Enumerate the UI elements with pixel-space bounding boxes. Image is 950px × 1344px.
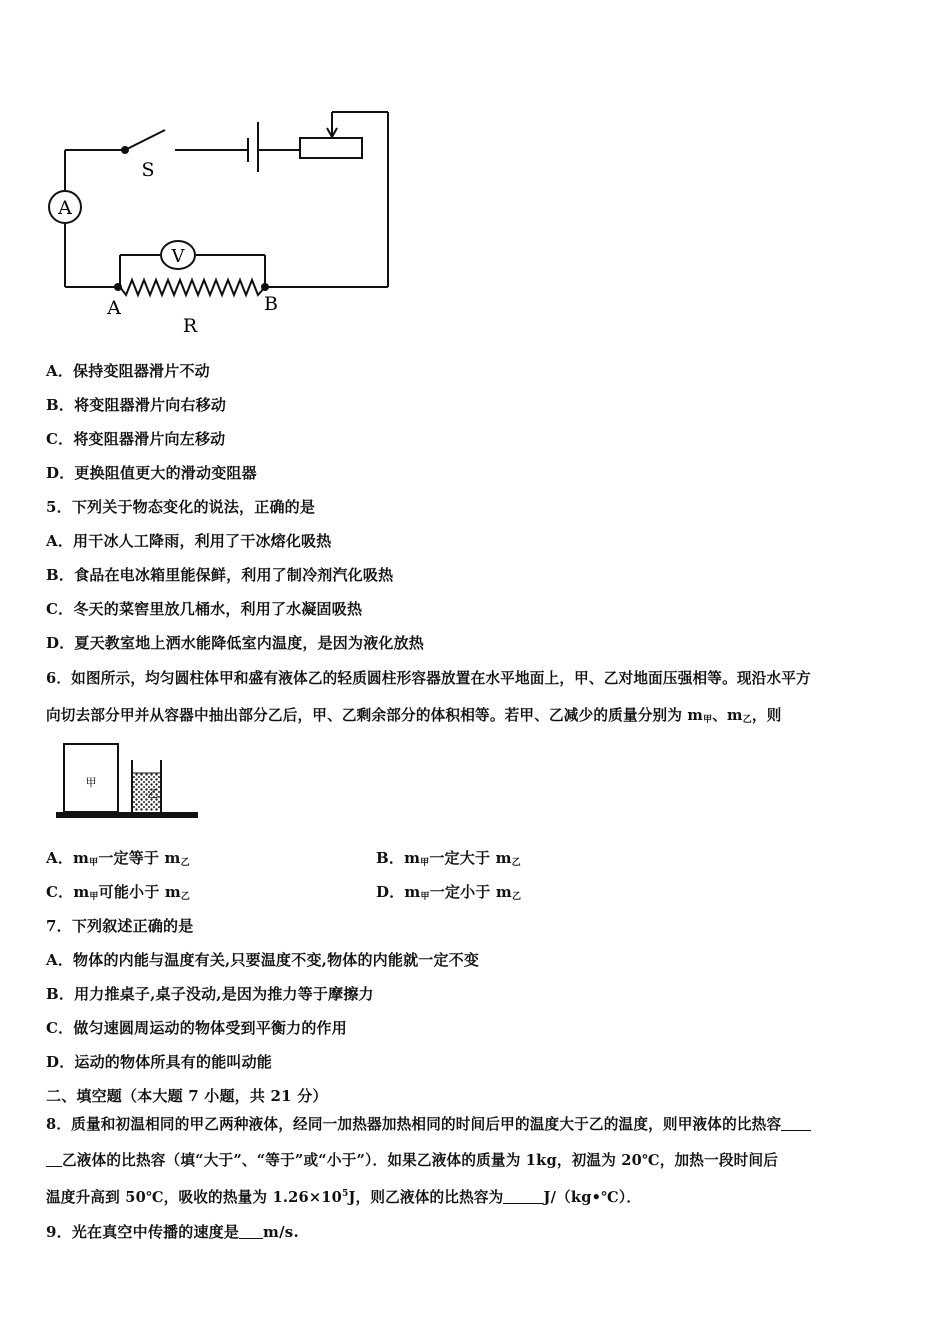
q4-option-d: D．更换阻值更大的滑动变阻器 (46, 464, 257, 482)
ammeter-label: A (58, 197, 72, 219)
q5-option-c: C．冬天的菜窖里放几桶水，利用了水凝固吸热 (46, 600, 363, 618)
q6-option-c: C．$m_甲$可能小于 $m_乙$ (46, 883, 191, 902)
q7-option-d: D．运动的物体所具有的能叫动能 (46, 1053, 273, 1071)
q6-stem-line2: 向切去部分甲并从容器中抽出部分乙后，甲、乙剩余部分的体积相等。若甲、乙减少的质量分别为 $m_甲$、$m_乙$，则 (46, 707, 782, 725)
q6-option-d: D．$m_甲$一定小于 $m_乙$ (376, 883, 522, 902)
q7-option-b: B．用力推桌子,桌子没动,是因为推力等于摩擦力 (46, 985, 374, 1003)
q8-line1: 8．质量和初温相同的甲乙两种液体，经同一加热器加热相同的时间后甲的温度大于乙的温度，则甲液体的比热容 (46, 1113, 811, 1134)
q5-option-d: D．夏天教室地上洒水能降低室内温度，是因为液化放热 (46, 634, 425, 652)
section-2-heading: 二、填空题（本大题 7 小题，共 21 分） (46, 1087, 328, 1105)
q6-option-a: A．$m_甲$一定等于 $m_乙$ (46, 849, 190, 868)
q7-option-a: A．物体的内能与温度有关,只要温度不变,物体的内能就一定不变 (46, 951, 480, 969)
fig-yi-label: 乙 (147, 787, 159, 800)
q7-stem: 7．下列叙述正确的是 (46, 917, 194, 935)
q8-line3: 温度升高到 50℃，吸收的热量为 $1.26\times 10^5J$，则乙液体的比热容为 J/（kg•℃）． (46, 1189, 642, 1206)
q6-stem-line1: 6．如图所示，均匀圆柱体甲和盛有液体乙的轻质圆柱形容器放置在水平地面上，甲、乙对地面压强相等。现沿水平方 (46, 670, 811, 687)
switch-label: S (141, 159, 155, 181)
q9-line: 9．光在真空中传播的速度是 m/s. (46, 1223, 299, 1241)
point-b-label: B (264, 293, 278, 315)
q6-option-b: B．$m_甲$一定大于 $m_乙$ (376, 849, 521, 868)
q8-blank-1-cont (46, 1152, 62, 1167)
q8-blank-1 (781, 1116, 811, 1131)
circuit-diagram (40, 100, 400, 340)
q4-option-a: A．保持变阻器滑片不动 (46, 362, 210, 380)
q8-blank-2 (503, 1189, 543, 1204)
q5-option-a: A．用干冰人工降雨，利用了干冰熔化吸热 (46, 532, 332, 550)
point-a-label: A (107, 297, 121, 319)
fig-jia-label: 甲 (85, 776, 97, 789)
q5-stem: 5．下列关于物态变化的说法，正确的是 (46, 498, 316, 516)
q8-line2: 乙液体的比热容（填“大于”、“等于”或“小于”）．如果乙液体的质量为 1kg，初温为 20℃，加热一段时间后 (46, 1149, 778, 1170)
resistor-label: R (182, 315, 198, 337)
q5-option-b: B．食品在电冰箱里能保鲜，利用了制冷剂汽化吸热 (46, 566, 394, 584)
voltmeter-label: V (171, 246, 185, 267)
q7-option-c: C．做匀速圆周运动的物体受到平衡力的作用 (46, 1019, 347, 1037)
q4-option-b: B．将变阻器滑片向右移动 (46, 396, 227, 414)
q9-blank (239, 1224, 263, 1239)
q6-figure (50, 738, 210, 828)
q4-option-c: C．将变阻器滑片向左移动 (46, 430, 226, 448)
